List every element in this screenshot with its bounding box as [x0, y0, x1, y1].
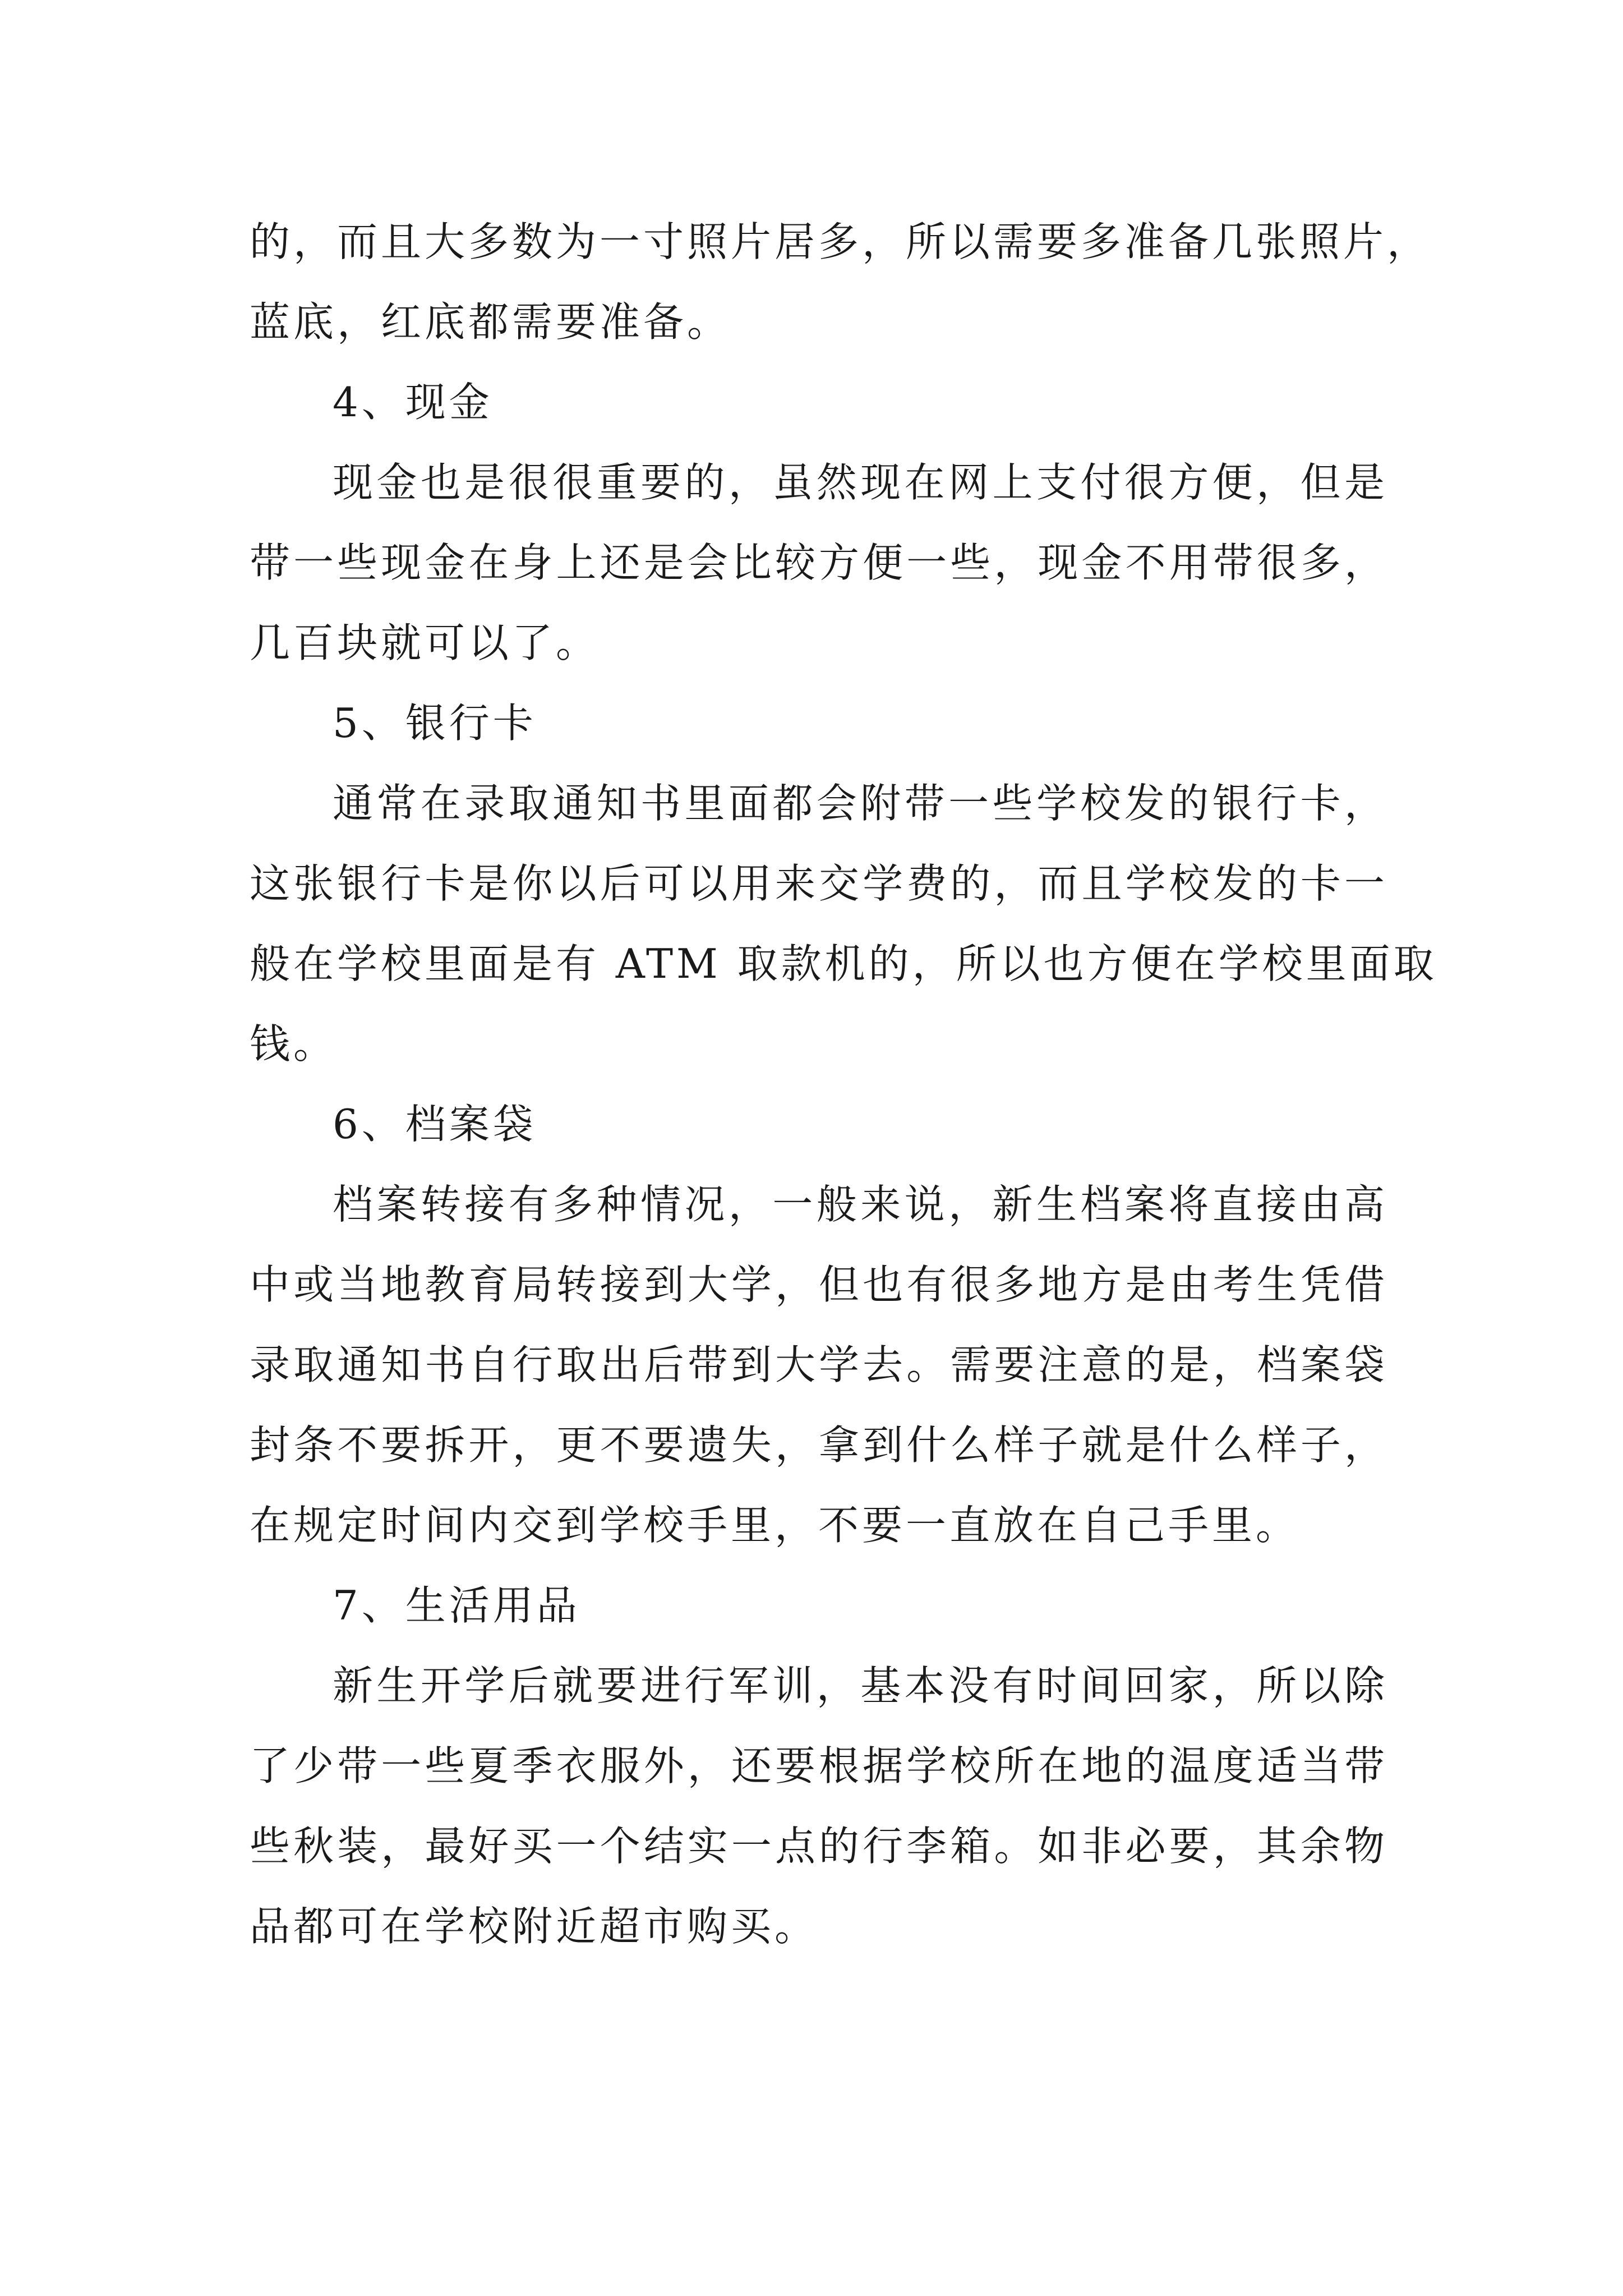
paragraph-line: 中或当地教育局转接到大学，但也有很多地方是由考生凭借: [250, 1261, 1388, 1308]
section-heading-cash: 4、现金: [333, 379, 493, 426]
paragraph-line: 蓝底，红底都需要准备。: [250, 298, 731, 346]
paragraph-line: 录取通知书自行取出后带到大学去。需要注意的是，档案袋: [250, 1341, 1388, 1388]
paragraph-line: 档案转接有多种情况，一般来说，新生档案将直接由高: [333, 1181, 1388, 1228]
paragraph-line: 现金也是很很重要的，虽然现在网上支付很方便，但是: [333, 459, 1388, 506]
paragraph-line: 这张银行卡是你以后可以用来交学费的，而且学校发的卡一: [250, 860, 1388, 907]
paragraph-line: 的，而且大多数为一寸照片居多，所以需要多准备几张照片，: [250, 218, 1431, 265]
paragraph-line: 钱。: [250, 1020, 338, 1068]
paragraph-line: 封条不要拆开，更不要遗失，拿到什么样子就是什么样子，: [250, 1421, 1388, 1469]
paragraph-line: 通常在录取通知书里面都会附带一些学校发的银行卡，: [333, 780, 1388, 827]
document-body: [250, 202, 1437, 1967]
paragraph-line: 品都可在学校附近超市购买。: [250, 1903, 819, 1950]
paragraph-line: 带一些现金在身上还是会比较方便一些，现金不用带很多，: [250, 539, 1388, 586]
paragraph-line: 几百块就可以了。: [250, 619, 600, 666]
paragraph-line: 些秋装，最好买一个结实一点的行李箱。如非必要，其余物: [250, 1823, 1388, 1870]
section-heading-daily-necessities: 7、生活用品: [333, 1582, 580, 1629]
paragraph-line: 般在学校里面是有 ATM 取款机的，所以也方便在学校里面取: [250, 940, 1437, 987]
paragraph-line: 新生开学后就要进行军训，基本没有时间回家，所以除: [333, 1662, 1388, 1709]
paragraph-line: 在规定时间内交到学校手里，不要一直放在自己手里。: [250, 1502, 1300, 1549]
section-heading-bank-card: 5、银行卡: [333, 700, 537, 747]
section-heading-archive-bag: 6、档案袋: [333, 1101, 537, 1148]
paragraph-line: 了少带一些夏季衣服外，还要根据学校所在地的温度适当带: [250, 1742, 1388, 1789]
